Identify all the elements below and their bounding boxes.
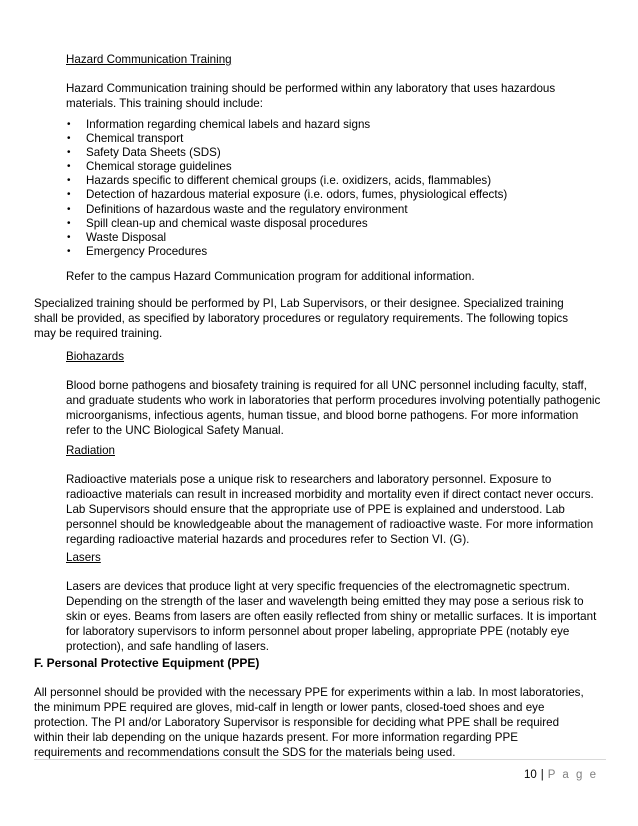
paragraph-line: shall be provided, as specified by laboratory procedures or regulatory requirements. The following topics (34, 312, 569, 325)
paragraph-line: Radioactive materials pose a unique risk to researchers and laboratory personnel. Exposure to (66, 473, 552, 486)
paragraph-line: may be required training. (34, 327, 163, 340)
paragraph-line: for laboratory supervisors to inform personnel about proper labeling, appropriate PPE (notably eye (66, 625, 570, 638)
list-item: • Hazards specific to different chemical groups (i.e. oxidizers, acids, flammables) (67, 174, 492, 188)
bullet-icon: • (67, 119, 71, 130)
radiation-paragraph (66, 472, 606, 547)
bullet-icon: • (67, 189, 71, 201)
page-number: 10 (523, 769, 537, 781)
list-item: • Chemical transport (67, 132, 184, 146)
paragraph-line: within their lab depending on the unique hazards present. For more information regarding PPE (34, 731, 519, 744)
hazcom-heading-text: Hazard Communication Training (66, 53, 232, 66)
paragraph-line: Blood borne pathogens and biosafety training is required for all UNC personnel including faculty, staff, (66, 379, 587, 392)
paragraph-line: protection. The PI and/or Laboratory Supervisor is responsible for deciding what PPE shall be required (34, 716, 560, 729)
paragraph-line: radioactive materials can result in increased morbidity and mortality even if direct contact never occurs. (66, 488, 594, 501)
radiation-heading-text: Radiation (66, 444, 115, 457)
lasers-heading (66, 550, 606, 565)
biohazards-paragraph (66, 378, 606, 438)
bullet-icon: • (67, 147, 71, 159)
list-item: • Detection of hazardous material exposure (i.e. odors, fumes, physiological effects) (67, 188, 508, 202)
hazcom-refer (66, 269, 606, 284)
paragraph-line: microorganisms, infectious agents, human tissue, and blood borne pathogens. For more information (66, 409, 579, 422)
lasers-heading-text: Lasers (66, 551, 101, 564)
paragraph-line: skin or eyes. Beams from lasers are often easily reflected from shiny or metallic surfaces. It is important (66, 610, 597, 623)
paragraph-line: materials. This training should include: (66, 97, 263, 110)
list-item: • Spill clean-up and chemical waste disposal procedures (67, 216, 368, 230)
paragraph-line: All personnel should be provided with the necessary PPE for experiments within a lab. In most laboratories, (34, 686, 584, 699)
bullet-icon: • (67, 231, 71, 243)
paragraph-line: Lab Supervisors should ensure that the appropriate use of PPE is explained and understood. Lab (66, 503, 565, 516)
list-item: • Chemical storage guidelines (67, 160, 232, 174)
hazcom-intro (66, 81, 606, 111)
specialized-paragraph (34, 296, 606, 341)
page-footer (524, 768, 598, 783)
paragraph-line: requirements and recommendations consult the SDS for the materials being used. (34, 746, 456, 759)
bullet-icon: • (67, 133, 71, 145)
paragraph-line: regarding radioactive material hazards and procedures refer to Section VI. (G). (66, 533, 470, 546)
biohazards-heading-text: Biohazards (66, 350, 125, 363)
bullet-icon: • (67, 203, 71, 215)
paragraph-line: and graduate students who work in laboratories that perform procedures involving potentially pathogenic (66, 394, 601, 407)
paragraph-line: Lasers are devices that produce light at very specific frequencies of the electromagnetic spectrum. (66, 580, 570, 593)
lasers-paragraph (66, 579, 606, 654)
radiation-heading (66, 443, 606, 458)
list-item: • Waste Disposal (67, 230, 167, 244)
paragraph-line: Depending on the strength of the laser and wavelength being emitted they may pose a serious risk to (66, 595, 584, 608)
bullet-icon: • (67, 161, 71, 173)
hazcom-heading (66, 52, 606, 67)
hazcom-bullet-list (66, 118, 606, 259)
footer-divider (34, 759, 606, 760)
list-item: • Safety Data Sheets (SDS) (67, 146, 221, 160)
page-label: P a g e (547, 769, 598, 781)
bullet-icon: • (67, 175, 71, 187)
paragraph-line: protection), and safe handling of lasers. (66, 640, 270, 653)
bullet-icon: • (67, 245, 71, 257)
paragraph-line: Hazard Communication training should be performed within any laboratory that uses hazardous (66, 82, 556, 95)
ppe-heading: F. Personal Protective Equipment (PPE) (34, 656, 260, 670)
footer-separator: | (540, 769, 544, 781)
ppe-paragraph (34, 685, 606, 760)
list-item: • Information regarding chemical labels and hazard signs (67, 118, 371, 131)
bullet-icon: • (67, 217, 71, 229)
biohazards-heading (66, 349, 606, 364)
list-item: • Definitions of hazardous waste and the regulatory environment (67, 202, 408, 216)
list-item: • Emergency Procedures (67, 244, 208, 258)
paragraph-line: refer to the UNC Biological Safety Manual. (66, 424, 284, 437)
paragraph-line: personnel should be knowledgeable about the management of radioactive waste. For more information (66, 518, 594, 531)
paragraph-line: the minimum PPE required are gloves, mid-calf in length or lower pants, closed-toed shoes and eye (34, 701, 545, 714)
paragraph-line: Specialized training should be performed by PI, Lab Supervisors, or their designee. Specialized training (34, 297, 564, 310)
paragraph-line: Refer to the campus Hazard Communication program for additional information. (66, 270, 475, 283)
